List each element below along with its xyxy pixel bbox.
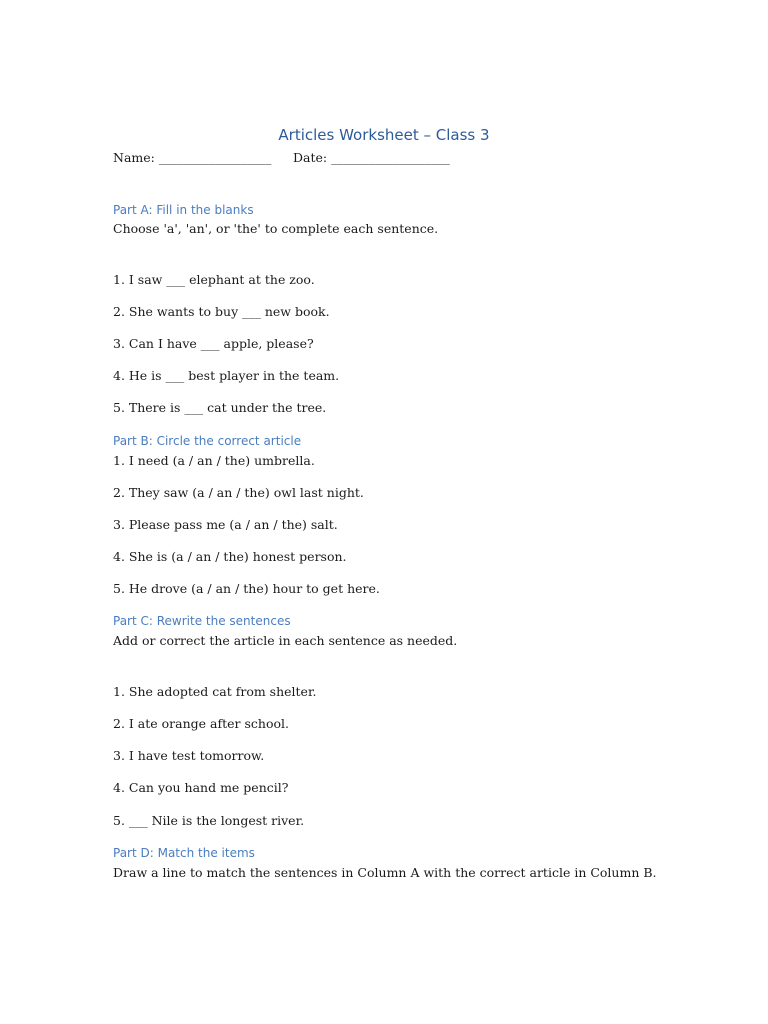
part-c-item-3: 3. I have test tomorrow.: [113, 748, 265, 763]
part-c-instruction: Add or correct the article in each sentence as needed.: [113, 633, 458, 648]
part-b-item-3: 3. Please pass me (a / an / the) salt.: [113, 517, 338, 532]
part-b-item-2: 2. They saw (a / an / the) owl last night.: [113, 485, 364, 500]
date-field: Date: ___________________: [293, 150, 450, 165]
name-field: Name: __________________: [113, 150, 272, 165]
part-a-item-5: 5. There is ___ cat under the tree.: [113, 400, 327, 415]
part-c-item-2: 2. I ate orange after school.: [113, 716, 289, 731]
part-a-instruction: Choose 'a', 'an', or 'the' to complete each sentence.: [113, 221, 439, 236]
part-d-instruction: Draw a line to match the sentences in Column A with the correct article in Column B.: [113, 865, 657, 880]
part-a-item-2: 2. She wants to buy ___ new book.: [113, 304, 330, 319]
part-a-heading: Part A: Fill in the blanks: [113, 203, 254, 217]
part-c-item-1: 1. She adopted cat from shelter.: [113, 684, 317, 699]
part-a-item-1: 1. I saw ___ elephant at the zoo.: [113, 272, 315, 287]
part-c-heading: Part C: Rewrite the sentences: [113, 614, 291, 628]
part-a-item-3: 3. Can I have ___ apple, please?: [113, 336, 314, 351]
document-title: Articles Worksheet – Class 3: [278, 126, 490, 144]
part-b-heading: Part B: Circle the correct article: [113, 434, 302, 448]
part-b-item-5: 5. He drove (a / an / the) hour to get here.: [113, 581, 380, 596]
part-d-heading: Part D: Match the items: [113, 846, 255, 860]
part-c-item-4: 4. Can you hand me pencil?: [113, 780, 289, 795]
part-b-item-1: 1. I need (a / an / the) umbrella.: [113, 453, 315, 468]
part-a-item-4: 4. He is ___ best player in the team.: [113, 368, 340, 383]
part-b-item-4: 4. She is (a / an / the) honest person.: [113, 549, 347, 564]
part-c-item-5: 5. ___ Nile is the longest river.: [113, 813, 305, 828]
